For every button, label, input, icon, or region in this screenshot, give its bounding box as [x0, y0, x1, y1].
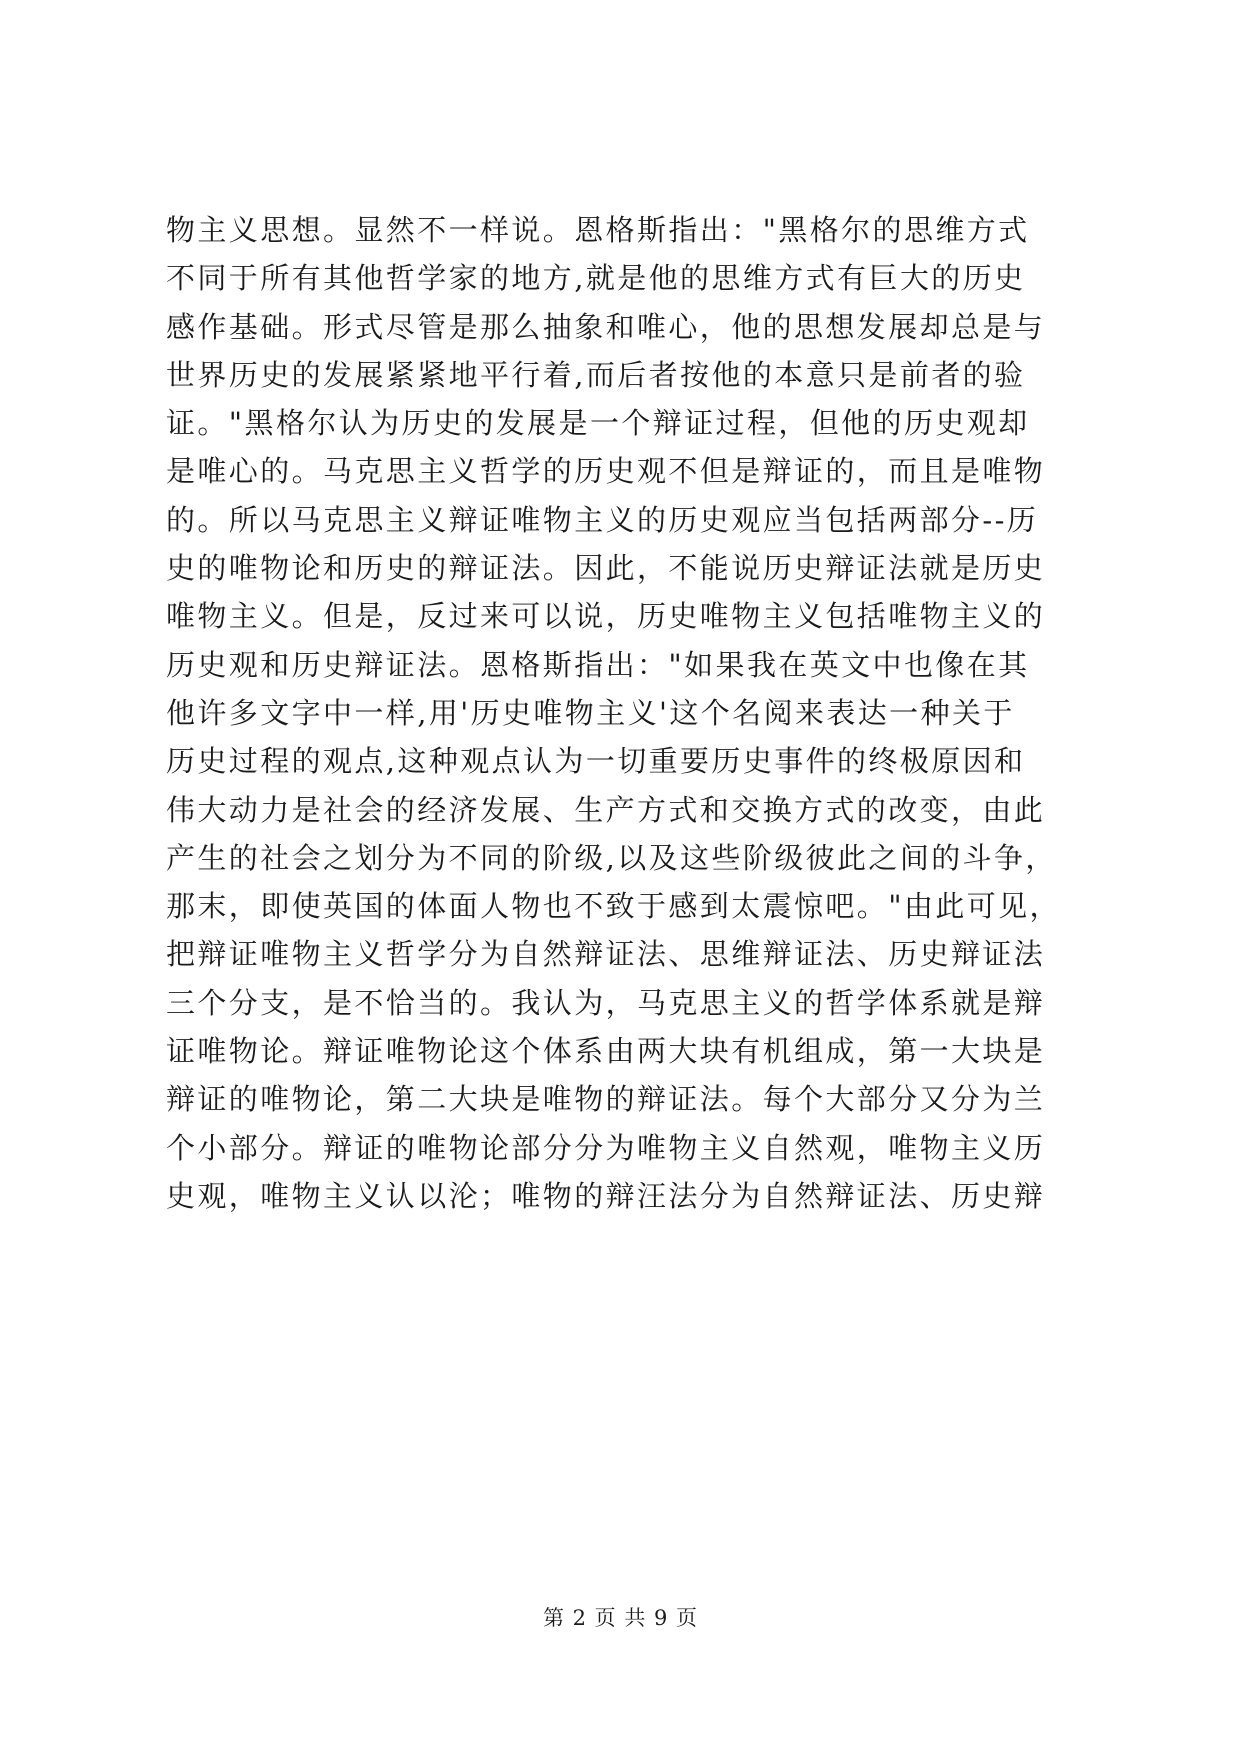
- text-line: 个小部分。辩证的唯物论部分分为唯物主义自然观，唯物主义历: [166, 1130, 1046, 1165]
- text-line: 的。所以马克思主义辩证唯物主义的历史观应当包括两部分--历: [166, 502, 1039, 537]
- text-line: 辩证的唯物论，第二大块是唯物的辩证法。每个大部分又分为兰: [166, 1082, 1046, 1117]
- text-line: 世界历史的发展紧紧地平行着,而后者按他的本意只是前者的验: [166, 357, 1026, 392]
- text-line: 是唯心的。马克思主义哲学的历史观不但是辩证的，而且是唯物: [166, 454, 1046, 489]
- text-line: 三个分支，是不恰当的。我认为，马克思主义的哲学体系就是辩: [166, 985, 1046, 1020]
- text-line: 证唯物论。辩证唯物论这个体系由两大块有机组成，第一大块是: [166, 1034, 1046, 1069]
- text-line: 证。"黑格尔认为历史的发展是一个辩证过程，但他的历史观却: [166, 406, 1030, 441]
- text-line: 产生的社会之划分为不同的阶级,以及这些阶级彼此之间的斗争，: [166, 840, 1057, 875]
- text-line: 史观，唯物主义认以沦；唯物的辩汪法分为自然辩证法、历史辩: [166, 1178, 1046, 1213]
- text-line: 历史过程的观点,这种观点认为一切重要历史事件的终极原因和: [166, 744, 1026, 779]
- page-footer: [0, 1603, 1241, 1633]
- text-line: 唯物主义。但是，反过来可以说，历史唯物主义包括唯物主义的: [166, 599, 1046, 634]
- text-line: 史的唯物论和历史的辩证法。因此，不能说历史辩证法就是历史: [166, 551, 1046, 586]
- text-line: 物主义思想。显然不一样说。恩格斯指出："黑格尔的思维方式: [166, 213, 1030, 247]
- body-text: [166, 206, 1086, 1220]
- text-line: 那末，即使英国的体面人物也不致于感到太震惊吧。"由此可见，: [166, 889, 1061, 924]
- text-line: 把辩证唯物主义哲学分为自然辩证法、思维辩证法、历史辩证法: [166, 937, 1046, 972]
- text-line: 历史观和历史辩证法。恩格斯指出："如果我在英文中也像在其: [166, 647, 1030, 682]
- text-line: 不同于所有其他哲学家的地方,就是他的思维方式有巨大的历史: [166, 261, 1026, 296]
- text-line: 伟大动力是社会的经济发展、生产方式和交换方式的改变，由此: [166, 792, 1046, 827]
- page-number: 第 2 页 共 9 页: [542, 1606, 699, 1630]
- text-line: 感作基础。形式尽管是那么抽象和唯心，他的思想发展却总是与: [166, 309, 1046, 344]
- text-line: 他许多文字中一样,用'历史唯物主义'这个名阅来表达一种关于: [166, 695, 1015, 730]
